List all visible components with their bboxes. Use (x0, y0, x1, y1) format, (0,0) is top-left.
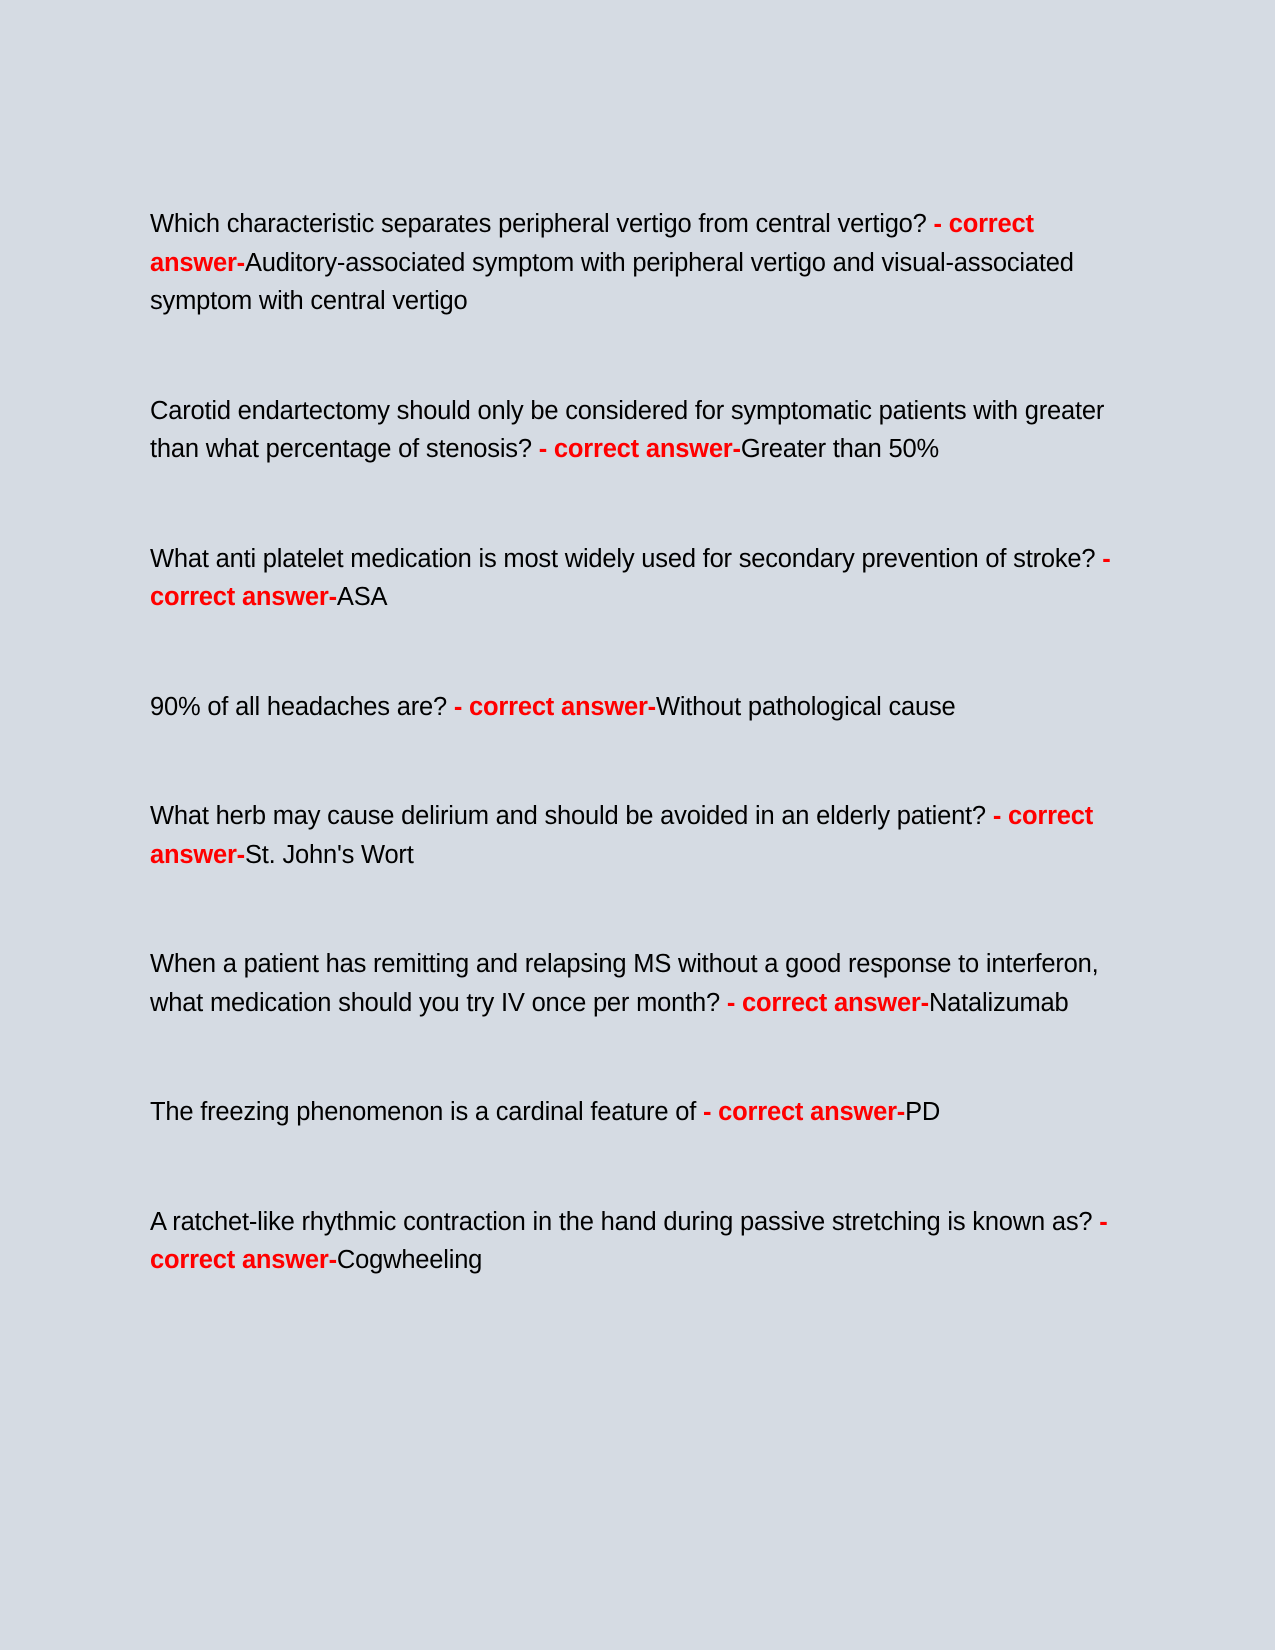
question-text: When a patient has remitting and relapsing MS without a good response to interferon, what medication should you try IV once per month? (150, 950, 1099, 1017)
question-text: What anti platelet medication is most widely used for secondary prevention of stroke? (150, 544, 1096, 573)
correct-answer-marker: - correct answer- (453, 692, 656, 721)
correct-answer-marker: - correct answer- (150, 1207, 1108, 1274)
answer-text: Greater than 50% (740, 435, 939, 463)
question-text: 90% of all headaches are? (150, 692, 447, 721)
qa-item (150, 688, 1135, 727)
answer-text: St. John's Wort (244, 840, 414, 869)
question-text: What herb may cause delirium and should be avoided in an elderly patient? (150, 802, 986, 830)
correct-answer-marker: - correct answer- (150, 802, 1094, 869)
correct-answer-marker: - correct answer- (726, 988, 929, 1017)
answer-text: Auditory-associated symptom with peripheral vertigo and visual-associated symptom with central vertigo (150, 248, 1074, 315)
qa-item (150, 392, 1135, 469)
correct-answer-marker: - correct answer- (702, 1098, 906, 1126)
answer-text: PD (905, 1098, 941, 1126)
answer-text: Natalizumab (928, 988, 1069, 1017)
qa-item (150, 1203, 1135, 1280)
answer-text: Without pathological cause (655, 692, 956, 721)
question-text: Carotid endartectomy should only be considered for symptomatic patients with greater than what percentage of stenosis? (150, 396, 1105, 463)
answer-text: Cogwheeling (336, 1246, 483, 1274)
question-text: A ratchet-like rhythmic contraction in the hand during passive stretching is known as? (150, 1207, 1093, 1236)
correct-answer-marker: - correct answer- (150, 544, 1111, 611)
qa-item (150, 945, 1135, 1022)
qa-item (150, 540, 1135, 617)
correct-answer-marker: - correct answer- (538, 435, 741, 463)
qa-item (150, 797, 1135, 874)
qa-item (150, 1093, 1135, 1132)
correct-answer-marker: - correct answer- (150, 210, 1034, 277)
question-text: The freezing phenomenon is a cardinal feature of (150, 1098, 697, 1126)
answer-text: ASA (336, 583, 388, 611)
question-text: Which characteristic separates peripheral vertigo from central vertigo? (150, 210, 927, 238)
qa-item (150, 205, 1135, 321)
